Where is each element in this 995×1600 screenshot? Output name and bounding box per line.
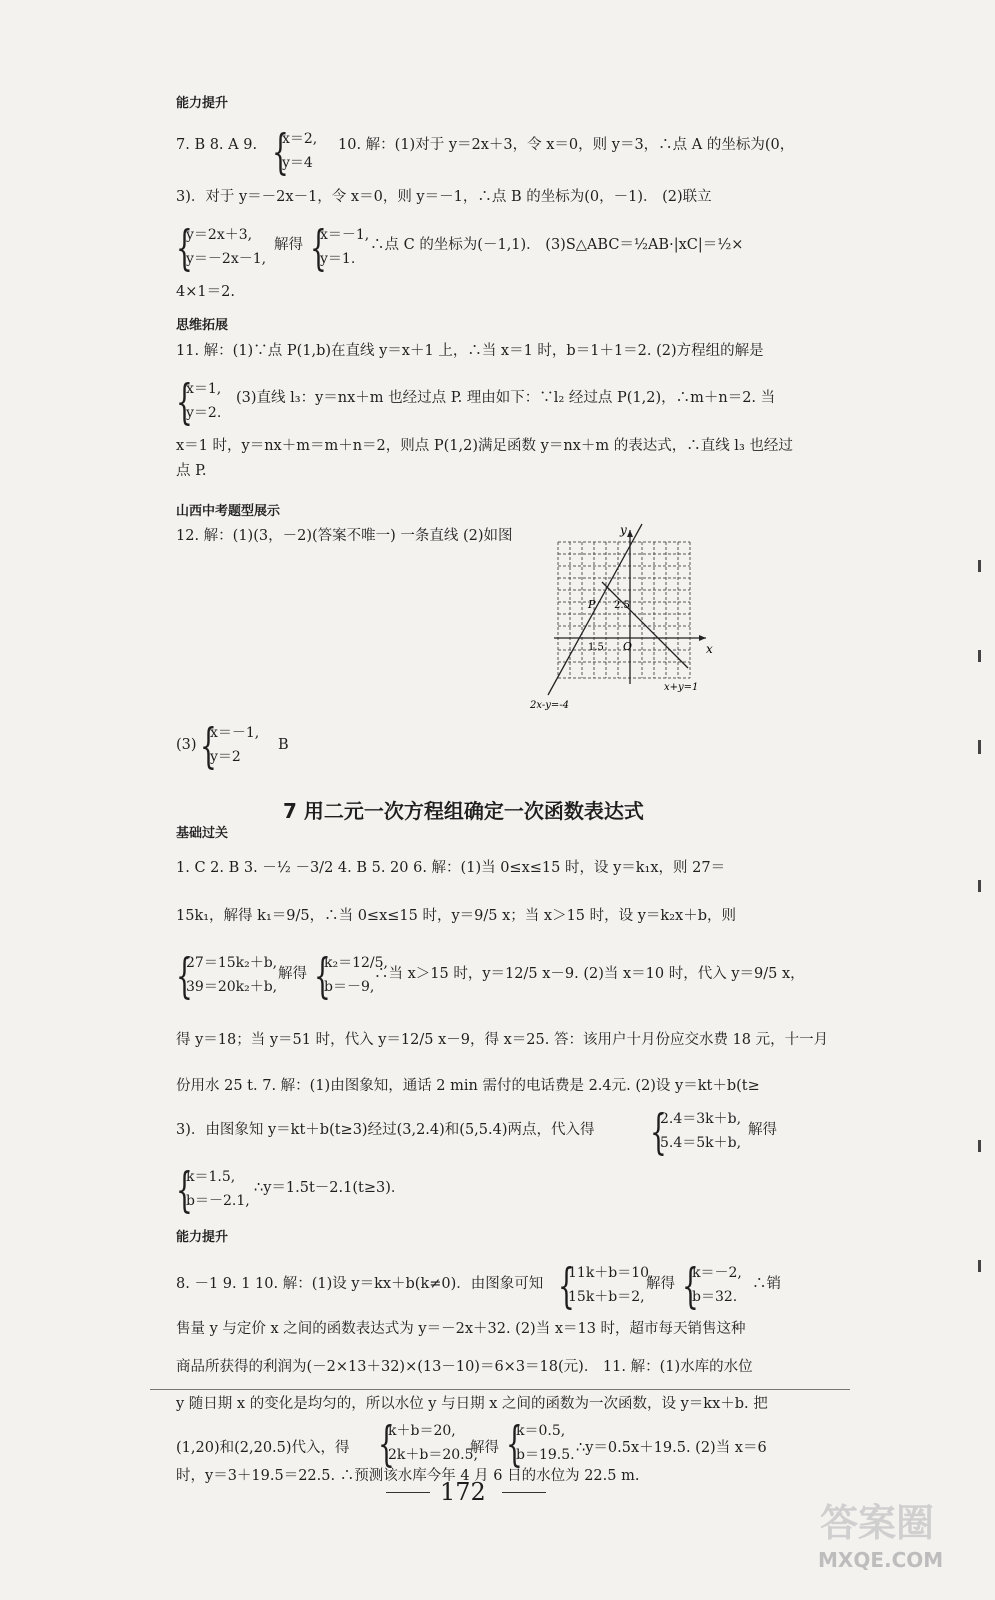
answer-text: x＝1 时，y＝nx＋m＝m＋n＝2，则点 P(1,2)满足函数 y＝nx＋m 的表达式，∴直线 l₃ 也经过 [176, 438, 793, 454]
equation-row: x＝2, [282, 131, 318, 147]
point-p-label: P [588, 598, 596, 611]
equation-system: { x＝1, y＝2. [176, 374, 222, 430]
answer-text: 得 y＝18；当 y＝51 时，代入 y＝12/5 x－9，得 x＝25. 答：该用户十月份应交水费 18 元，十一月 [176, 1032, 829, 1048]
equation-row: b＝－9, [324, 979, 375, 995]
answer-text: 份用水 25 t. 7. 解：(1)由图象知，通话 2 min 需付的电话费是 2.4元. (2)设 y＝kt＋b(t≥ [176, 1078, 760, 1094]
answer-text: ∴y＝1.5t－2.1(t≥3)． [254, 1180, 406, 1196]
answer-text: 3)．对于 y＝－2x－1，令 x＝0，则 y＝－1，∴点 B 的坐标为(0，－1)． (2)联立 [176, 189, 712, 205]
edge-mark [978, 740, 981, 754]
section-title: 7 用二元一次方程组确定一次函数表达式 [283, 799, 644, 823]
answer-text: (3) [176, 737, 197, 753]
equation-system: { y＝2x＋3, y＝－2x－1, [176, 220, 267, 276]
answer-text: B [278, 737, 289, 753]
answer-text: 解得 [278, 966, 307, 982]
equation-system: { 27＝15k₂＋b, 39＝20k₂＋b, [176, 948, 278, 1004]
equation-row: 5.4＝5k＋b, [660, 1135, 742, 1151]
answer-text: ∴当 x＞15 时，y＝12/5 x－9. (2)当 x＝10 时，代入 y＝9/5 x， [374, 966, 805, 982]
line-x-y [602, 582, 688, 668]
answer-text: 4×1＝2. [176, 284, 235, 300]
equation-row: k＋b＝20, [388, 1423, 456, 1439]
answer-text: 时，y＝3＋19.5＝22.5. ∴预测该水库今年 4 月 6 日的水位为 22.5 m. [176, 1468, 640, 1484]
page-number-dash [386, 1492, 430, 1493]
answer-text: 解得 [646, 1276, 675, 1292]
section-heading: 山西中考题型展示 [176, 504, 281, 519]
answer-text: (1,20)和(2,20.5)代入，得 [176, 1440, 350, 1456]
equation-row: b＝－2.1, [186, 1193, 250, 1209]
equation-system: { k＝1.5, b＝－2.1, [176, 1162, 250, 1218]
intercept-label: 2.5 [614, 600, 630, 611]
equation-row: b＝32. [692, 1289, 738, 1305]
equation-row: 15k＋b＝2, [568, 1289, 645, 1305]
answer-text: 点 P. [176, 463, 207, 479]
answer-text: 10. 解：(1)对于 y＝2x＋3，令 x＝0，则 y＝3，∴点 A 的坐标为(0， [338, 137, 795, 153]
answer-text: (3)直线 l₃：y＝nx＋m 也经过点 P. 理由如下：∵l₂ 经过点 P(1,2)，∴m＋n＝2. 当 [236, 390, 776, 406]
answer-text: ∴点 C 的坐标为(－1,1)． (3)S△ABC＝½AB·|xC|＝½× [370, 237, 744, 253]
coordinate-grid-figure [530, 520, 720, 710]
answer-text: ∴销 [752, 1276, 781, 1292]
equation-system: { 2.4＝3k＋b, 5.4＝5k＋b, [650, 1104, 742, 1160]
divider [150, 1389, 850, 1390]
equation-row: k＝－2, [692, 1265, 742, 1281]
answer-text: 解得 [274, 237, 303, 253]
page-number-dash [502, 1492, 546, 1493]
equation-system: { x＝－1, y＝1. [310, 220, 370, 276]
equation-row: 2.4＝3k＋b, [660, 1111, 742, 1127]
equation-row: 2k＋b＝20.5, [388, 1447, 478, 1463]
equation-row: 27＝15k₂＋b, [186, 955, 278, 971]
answer-text: 3)．由图象知 y＝kt＋b(t≥3)经过(3,2.4)和(5,5.4)两点，代入得 [176, 1122, 595, 1138]
answer-text: y 随日期 x 的变化是均匀的，所以水位 y 与日期 x 之间的函数为一次函数，设 y＝kx＋b. 把 [176, 1396, 768, 1412]
equation-row: y＝4 [282, 155, 313, 171]
equation-row: k＝1.5, [186, 1169, 236, 1185]
equation-system: { 11k＋b＝10, 15k＋b＝2, [558, 1258, 654, 1314]
equation-system: { x＝2, y＝4 [272, 124, 318, 180]
section-heading: 能力提升 [176, 1230, 229, 1245]
answer-text: 7. B 8. A 9. [176, 137, 258, 153]
answer-text: 11. 解：(1)∵点 P(1,b)在直线 y＝x＋1 上，∴当 x＝1 时，b＝1＋1＝2. (2)方程组的解是 [176, 343, 764, 359]
watermark-logo: 答案圈 [820, 1501, 935, 1545]
answer-text: 8. －1 9. 1 10. 解：(1)设 y＝kx＋b(k≠0)．由图象可知 [176, 1276, 544, 1292]
section-heading: 思维拓展 [176, 318, 229, 333]
x-axis-label: x [706, 642, 713, 656]
watermark-url: MXQE.COM [818, 1548, 944, 1572]
line-label: x+y=1 [664, 682, 699, 693]
equation-row: y＝2x＋3, [186, 227, 253, 243]
equation-row: y＝1. [320, 251, 356, 267]
equation-row: k₂＝12/5, [324, 955, 388, 971]
answer-text: 1. C 2. B 3. －½ －3/2 4. B 5. 20 6. 解：(1)当 0≤x≤15 时，设 y＝k₁x，则 27＝ [176, 860, 726, 876]
y-axis-label: y [620, 523, 627, 537]
equation-row: x＝1, [186, 381, 222, 397]
equation-row: 11k＋b＝10, [568, 1265, 654, 1281]
equation-system: { k₂＝12/5, b＝－9, [314, 948, 388, 1004]
equation-row: 39＝20k₂＋b, [186, 979, 278, 995]
equation-row: y＝2. [186, 405, 222, 421]
answer-text: 15k₁，解得 k₁＝9/5，∴当 0≤x≤15 时，y＝9/5 x；当 x＞15 时，设 y＝k₂x＋b，则 [176, 908, 736, 924]
equation-system: { k＋b＝20, 2k＋b＝20.5, [378, 1416, 478, 1472]
equation-row: y＝2 [210, 749, 241, 765]
equation-row: x＝－1, [210, 725, 260, 741]
intercept-label: 1.5 [588, 642, 604, 653]
equation-row: k＝0.5, [516, 1423, 566, 1439]
equation-row: b＝19.5. [516, 1447, 575, 1463]
line-label: 2x-y=-4 [530, 700, 569, 710]
answer-text: ∴y＝0.5x＋19.5. (2)当 x＝6 [576, 1440, 767, 1456]
equation-row: x＝－1, [320, 227, 370, 243]
equation-row: y＝－2x－1, [186, 251, 267, 267]
equation-system: { k＝－2, b＝32. [682, 1258, 742, 1314]
edge-mark [978, 880, 981, 892]
answer-text: 商品所获得的利润为(－2×13＋32)×(13－10)＝6×3＝18(元)． 11. 解：(1)水库的水位 [176, 1359, 753, 1375]
section-heading: 基础过关 [176, 826, 229, 841]
edge-mark [978, 1260, 981, 1272]
edge-mark [978, 1140, 981, 1152]
answer-text: 12. 解：(1)(3，－2)(答案不唯一) 一条直线 (2)如图 [176, 528, 513, 544]
page-number: 172 [440, 1478, 486, 1506]
edge-mark [978, 560, 981, 572]
origin-label: O [623, 640, 633, 653]
equation-system: { k＝0.5, b＝19.5. [506, 1416, 575, 1472]
answer-text: 解得 [470, 1440, 499, 1456]
section-heading: 能力提升 [176, 96, 229, 111]
answer-text: 售量 y 与定价 x 之间的函数表达式为 y＝－2x＋32. (2)当 x＝13 时，超市每天销售这种 [176, 1321, 746, 1337]
answer-text: 解得 [748, 1122, 777, 1138]
equation-system: { x＝－1, y＝2 [200, 718, 260, 774]
edge-mark [978, 650, 981, 662]
